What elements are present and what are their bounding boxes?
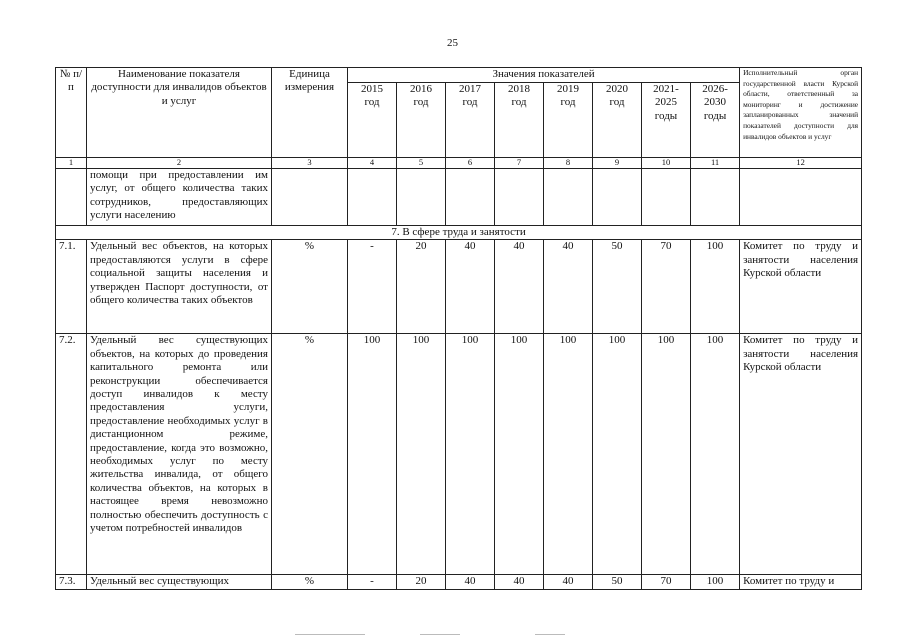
row-value: 40 (495, 240, 544, 334)
header-year: 2020 год (593, 83, 642, 158)
table-row (56, 240, 862, 334)
row-unit: % (272, 240, 348, 334)
header-year: 2021-2025 годы (642, 83, 691, 158)
header-values-group: Значения показателей (348, 68, 740, 83)
column-number: 1 (56, 158, 87, 169)
row-value: 100 (593, 334, 642, 575)
row-value: 100 (348, 334, 397, 575)
column-number-row (56, 158, 862, 169)
scan-artifact (535, 634, 565, 635)
column-number: 6 (446, 158, 495, 169)
row-value: 20 (397, 575, 446, 589)
row-value: 40 (544, 240, 593, 334)
header-unit: Единица измерения (272, 68, 348, 158)
header-year: 2018 год (495, 83, 544, 158)
column-number: 9 (593, 158, 642, 169)
row-value: 100 (691, 575, 740, 589)
row-number: 7.3. (56, 575, 87, 589)
row-agency: Комитет по труду и занятости населения Курской области (740, 334, 862, 575)
row-value: 40 (446, 575, 495, 589)
header-year: 2019 год (544, 83, 593, 158)
indicators-table (55, 67, 862, 590)
table-row (56, 334, 862, 575)
table-row (56, 575, 862, 589)
header-agency: Исполнительный орган государственной власти Курской области, ответственный за мониторинг и достижение запланированных значений показателей доступности для инвалидов объектов и услуг (740, 68, 862, 158)
row-value: 70 (642, 240, 691, 334)
row-name: Удельный вес существующих объектов, на которых до проведения капитального ремонта или реконструкции обеспечивается доступ инвалидов к месту предоставления услуги, предоставление необходимых услуг в дистанционном режиме, предоставление, когда это возможно, необходимых услуг по месту жительства инвалида, от общего количества объектов, на которых в настоящее время невозможно полностью обеспечить доступность с учетом потребностей инвалидов (87, 334, 272, 575)
row-value: 50 (593, 240, 642, 334)
row-value: 40 (446, 240, 495, 334)
row-value: 100 (544, 334, 593, 575)
row-number: 7.2. (56, 334, 87, 575)
section-title: 7. В сфере труда и занятости (56, 226, 862, 240)
header-no: № п/п (56, 68, 87, 158)
scan-artifact (420, 634, 460, 635)
continuation-row (56, 169, 862, 226)
column-number: 7 (495, 158, 544, 169)
header-row (56, 68, 862, 83)
column-number: 5 (397, 158, 446, 169)
header-name: Наименование показателя доступности для инвалидов объектов и услуг (87, 68, 272, 158)
column-number: 2 (87, 158, 272, 169)
row-unit: % (272, 575, 348, 589)
row-value: 100 (495, 334, 544, 575)
row-value: 40 (495, 575, 544, 589)
section-row (56, 226, 862, 240)
row-unit: % (272, 334, 348, 575)
row-value: 100 (691, 334, 740, 575)
row-value: 100 (397, 334, 446, 575)
header-year: 2026-2030 годы (691, 83, 740, 158)
row-agency: Комитет по труду и (740, 575, 862, 589)
column-number: 8 (544, 158, 593, 169)
row-name: Удельный вес существующих (87, 575, 272, 589)
row-value: 70 (642, 575, 691, 589)
row-number: 7.1. (56, 240, 87, 334)
row-value: 100 (446, 334, 495, 575)
row-value: 100 (642, 334, 691, 575)
column-number: 11 (691, 158, 740, 169)
page-number: 25 (447, 37, 458, 49)
row-name: Удельный вес объектов, на которых предоставляются услуги в сфере социальной защиты населения и утвержден Паспорт доступности, от общего количества таких объектов (87, 240, 272, 334)
header-year: 2017 год (446, 83, 495, 158)
row-agency: Комитет по труду и занятости населения Курской области (740, 240, 862, 334)
row-value: 100 (691, 240, 740, 334)
row-value: - (348, 240, 397, 334)
row-value: 20 (397, 240, 446, 334)
continuation-name: помощи при предоставлении им услуг, от общего количества таких сотрудников, предоставляющих услуги населению (87, 169, 272, 226)
column-number: 4 (348, 158, 397, 169)
scan-artifact (295, 634, 365, 635)
header-year: 2015 год (348, 83, 397, 158)
header-year: 2016 год (397, 83, 446, 158)
column-number: 3 (272, 158, 348, 169)
column-number: 10 (642, 158, 691, 169)
row-value: 40 (544, 575, 593, 589)
row-value: 50 (593, 575, 642, 589)
column-number: 12 (740, 158, 862, 169)
row-value: - (348, 575, 397, 589)
